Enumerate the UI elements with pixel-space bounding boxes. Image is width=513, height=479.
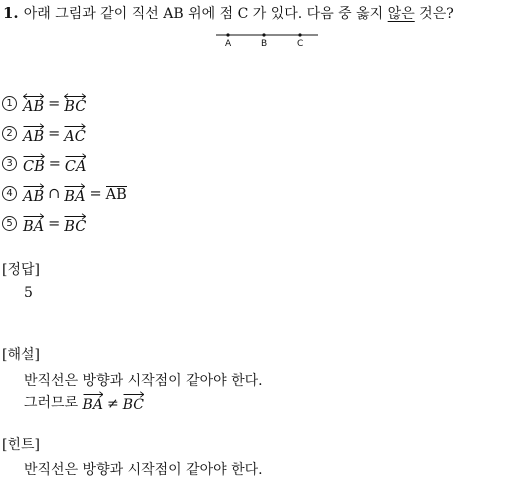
choice-operator: = — [48, 215, 61, 232]
explanation-heading: [해설] — [2, 347, 40, 363]
choice-number: 2 — [2, 126, 17, 141]
choice-left-term: AB — [23, 123, 44, 145]
choice-operator: = — [48, 155, 61, 172]
choice-number: 3 — [2, 156, 17, 171]
explanation-line-2: 그러므로 BA ≠ BC — [24, 391, 144, 412]
question-line — [3, 3, 454, 23]
choice-left-term: AB — [23, 183, 44, 205]
ray-arrow-icon — [65, 153, 87, 160]
choice-operator: = — [48, 95, 61, 112]
choice-right-term: BC — [64, 213, 86, 235]
question-text: 아래 그림과 같이 직선 AB 위에 점 C 가 있다. 다음 중 옳지 않은 것은? — [23, 6, 454, 22]
ray-arrow-icon — [23, 153, 45, 160]
choice-operator: = — [48, 125, 61, 142]
point-label-b: B — [261, 39, 268, 49]
hint-line-1: 반직선은 방향과 시작점이 같아야 한다. — [24, 462, 263, 478]
choice-left-term: CB — [23, 153, 45, 175]
point-c — [298, 33, 301, 36]
choice-result-segment: AB — [105, 186, 127, 203]
choice-number: 4 — [2, 186, 17, 201]
answer-value: 5 — [24, 285, 33, 301]
ray-arrow-icon — [23, 183, 44, 190]
choice-3[interactable] — [2, 153, 86, 175]
choice-2[interactable] — [2, 123, 86, 145]
explanation-line-1: 반직선은 방향과 시작점이 같아야 한다. — [24, 373, 263, 389]
vector-bc: BC — [123, 391, 144, 412]
point-a — [226, 33, 229, 36]
choice-left-term: BA — [23, 213, 44, 235]
ray-arrow-icon — [83, 391, 103, 398]
choice-right-term: AC — [64, 123, 86, 145]
choice-5[interactable] — [2, 213, 86, 235]
point-b — [262, 33, 265, 36]
choice-operator-2: = — [89, 185, 102, 202]
line-arrow-icon — [64, 93, 86, 100]
point-label-c: C — [297, 39, 304, 49]
answer-heading: [정답] — [2, 262, 40, 278]
point-label-a: A — [225, 39, 232, 49]
choice-1[interactable] — [2, 93, 86, 115]
ray-arrow-icon — [123, 391, 144, 398]
choice-number: 1 — [2, 96, 17, 111]
choice-left-term: AB — [23, 93, 44, 115]
choice-right-term: BC — [64, 93, 86, 115]
underlined-word: 않은 — [387, 6, 415, 22]
choice-4[interactable] — [2, 183, 127, 205]
choice-right-term: BA — [64, 183, 85, 205]
ray-arrow-icon — [23, 213, 44, 220]
vector-ba: BA — [83, 391, 103, 412]
ray-arrow-icon — [23, 123, 44, 130]
line-arrow-icon — [23, 93, 44, 100]
ray-arrow-icon — [64, 123, 86, 130]
choice-number: 5 — [2, 216, 17, 231]
choice-right-term: CA — [65, 153, 87, 175]
choice-operator: ∩ — [48, 185, 61, 202]
ray-arrow-icon — [64, 183, 85, 190]
line-figure-svg — [216, 30, 320, 52]
ray-arrow-icon — [64, 213, 86, 220]
question-number: 1. — [3, 4, 19, 22]
line-figure — [216, 30, 320, 52]
hint-heading: [힌트] — [2, 437, 40, 453]
